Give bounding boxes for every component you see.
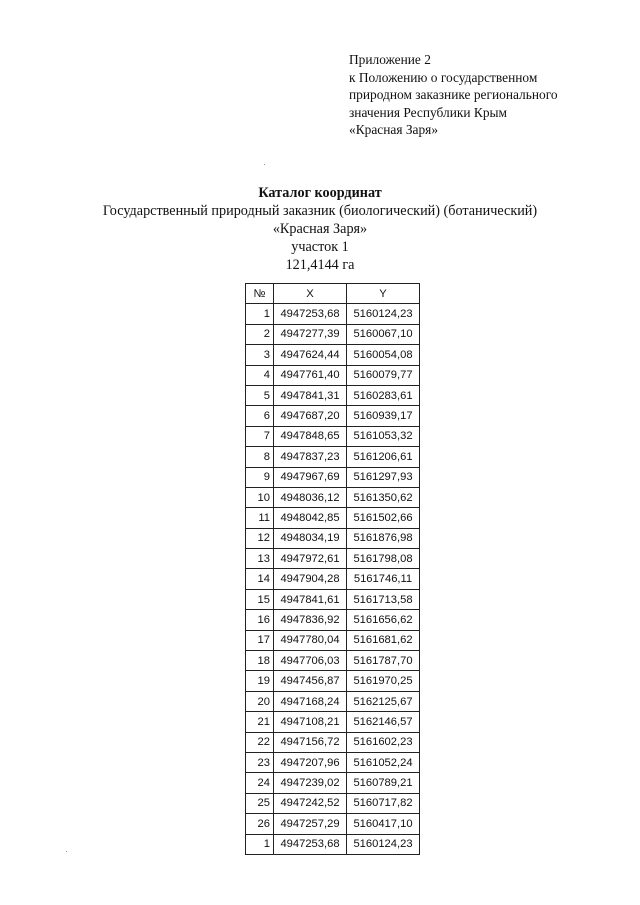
catalog-title: Каталог координат	[258, 185, 382, 201]
table-row	[246, 814, 420, 834]
y-coordinate-cell: 5161502,66	[347, 508, 420, 528]
table-row	[246, 426, 420, 446]
point-number-cell: 12	[246, 528, 274, 548]
point-number-cell: 5	[246, 385, 274, 405]
appendix-line: природном заказнике регионального	[349, 87, 558, 102]
y-coordinate-cell: 5160283,61	[347, 385, 420, 405]
scan-speck	[66, 851, 67, 852]
table-row	[246, 773, 420, 793]
y-coordinate-cell: 5161876,98	[347, 528, 420, 548]
x-coordinate-cell: 4948042,85	[274, 508, 347, 528]
x-coordinate-cell: 4947904,28	[274, 569, 347, 589]
y-coordinate-cell: 5162125,67	[347, 691, 420, 711]
y-coordinate-cell: 5160054,08	[347, 345, 420, 365]
x-coordinate-cell: 4948034,19	[274, 528, 347, 548]
table-row	[246, 345, 420, 365]
table-row	[246, 467, 420, 487]
appendix-line: значения Республики Крым	[349, 104, 507, 120]
point-number-cell: 20	[246, 691, 274, 711]
point-number-cell: 1	[246, 304, 274, 324]
point-number-cell: 1	[246, 834, 274, 854]
point-number-cell: 25	[246, 793, 274, 813]
point-number-cell: 11	[246, 508, 274, 528]
y-coordinate-cell: 5161053,32	[347, 426, 420, 446]
x-coordinate-cell: 4947253,68	[274, 304, 347, 324]
y-coordinate-cell: 5161970,25	[347, 671, 420, 691]
y-coordinate-cell: 5160124,23	[347, 304, 420, 324]
x-coordinate-cell: 4948036,12	[274, 487, 347, 507]
y-coordinate-cell: 5161052,24	[347, 752, 420, 772]
point-number-cell: 4	[246, 365, 274, 385]
appendix-note	[349, 51, 558, 139]
point-number-cell: 23	[246, 752, 274, 772]
catalog-area: 121,4144 га	[285, 257, 355, 273]
y-coordinate-cell: 5160417,10	[347, 814, 420, 834]
point-number-cell: 13	[246, 549, 274, 569]
coordinates-table	[245, 283, 420, 855]
appendix-line: «Красная Заря»	[349, 122, 439, 137]
scan-speck	[264, 164, 265, 165]
table-row	[246, 691, 420, 711]
table-row	[246, 324, 420, 344]
x-coordinate-cell: 4947239,02	[274, 773, 347, 793]
point-number-cell: 15	[246, 589, 274, 609]
x-coordinate-cell: 4947848,65	[274, 426, 347, 446]
x-coordinate-cell: 4947277,39	[274, 324, 347, 344]
table-row	[246, 508, 420, 528]
y-coordinate-cell: 5160717,82	[347, 793, 420, 813]
appendix-line: Приложение 2	[349, 52, 431, 67]
x-coordinate-cell: 4947841,31	[274, 385, 347, 405]
y-coordinate-cell: 5161746,11	[347, 569, 420, 589]
x-coordinate-cell: 4947456,87	[274, 671, 347, 691]
y-coordinate-cell: 5161206,61	[347, 447, 420, 467]
point-number-cell: 22	[246, 732, 274, 752]
point-number-cell: 16	[246, 610, 274, 630]
appendix-line: к Положению о государственном	[349, 69, 538, 85]
point-number-cell: 6	[246, 406, 274, 426]
table-row	[246, 834, 420, 854]
x-coordinate-cell: 4947841,61	[274, 589, 347, 609]
point-number-cell: 17	[246, 630, 274, 650]
x-coordinate-cell: 4947972,61	[274, 549, 347, 569]
y-coordinate-cell: 5160079,77	[347, 365, 420, 385]
table-row	[246, 365, 420, 385]
table-row	[246, 589, 420, 609]
table-row	[246, 487, 420, 507]
point-number-cell: 7	[246, 426, 274, 446]
x-coordinate-cell: 4947780,04	[274, 630, 347, 650]
header-x: X	[274, 284, 347, 304]
table-row	[246, 712, 420, 732]
point-number-cell: 19	[246, 671, 274, 691]
x-coordinate-cell: 4947761,40	[274, 365, 347, 385]
y-coordinate-cell: 5162146,57	[347, 712, 420, 732]
x-coordinate-cell: 4947687,20	[274, 406, 347, 426]
x-coordinate-cell: 4947837,23	[274, 447, 347, 467]
catalog-heading	[0, 184, 640, 274]
y-coordinate-cell: 5161798,08	[347, 549, 420, 569]
table-row	[246, 569, 420, 589]
table-row	[246, 447, 420, 467]
point-number-cell: 2	[246, 324, 274, 344]
x-coordinate-cell: 4947242,52	[274, 793, 347, 813]
table-row	[246, 651, 420, 671]
point-number-cell: 24	[246, 773, 274, 793]
y-coordinate-cell: 5161787,70	[347, 651, 420, 671]
x-coordinate-cell: 4947706,03	[274, 651, 347, 671]
x-coordinate-cell: 4947624,44	[274, 345, 347, 365]
point-number-cell: 8	[246, 447, 274, 467]
x-coordinate-cell: 4947168,24	[274, 691, 347, 711]
table-row	[246, 528, 420, 548]
y-coordinate-cell: 5160067,10	[347, 324, 420, 344]
catalog-name: «Красная Заря»	[272, 221, 368, 237]
y-coordinate-cell: 5160939,17	[347, 406, 420, 426]
catalog-subtitle: Государственный природный заказник (биологический) (ботанический)	[102, 203, 538, 219]
table-row	[246, 671, 420, 691]
table-header-row	[246, 284, 420, 304]
table-row	[246, 732, 420, 752]
point-number-cell: 18	[246, 651, 274, 671]
point-number-cell: 10	[246, 487, 274, 507]
table-row	[246, 752, 420, 772]
header-y: Y	[347, 284, 420, 304]
table-row	[246, 793, 420, 813]
x-coordinate-cell: 4947967,69	[274, 467, 347, 487]
table-row	[246, 385, 420, 405]
y-coordinate-cell: 5160124,23	[347, 834, 420, 854]
y-coordinate-cell: 5161602,23	[347, 732, 420, 752]
x-coordinate-cell: 4947108,21	[274, 712, 347, 732]
table-body	[246, 304, 420, 855]
point-number-cell: 26	[246, 814, 274, 834]
table-row	[246, 549, 420, 569]
table-row	[246, 406, 420, 426]
point-number-cell: 3	[246, 345, 274, 365]
x-coordinate-cell: 4947257,29	[274, 814, 347, 834]
y-coordinate-cell: 5161681,62	[347, 630, 420, 650]
catalog-section: участок 1	[291, 239, 349, 255]
y-coordinate-cell: 5161656,62	[347, 610, 420, 630]
point-number-cell: 14	[246, 569, 274, 589]
x-coordinate-cell: 4947156,72	[274, 732, 347, 752]
y-coordinate-cell: 5161350,62	[347, 487, 420, 507]
point-number-cell: 21	[246, 712, 274, 732]
x-coordinate-cell: 4947207,96	[274, 752, 347, 772]
y-coordinate-cell: 5161713,58	[347, 589, 420, 609]
x-coordinate-cell: 4947253,68	[274, 834, 347, 854]
table-row	[246, 610, 420, 630]
table-row	[246, 630, 420, 650]
x-coordinate-cell: 4947836,92	[274, 610, 347, 630]
table-row	[246, 304, 420, 324]
y-coordinate-cell: 5161297,93	[347, 467, 420, 487]
point-number-cell: 9	[246, 467, 274, 487]
y-coordinate-cell: 5160789,21	[347, 773, 420, 793]
header-number: №	[246, 284, 274, 304]
